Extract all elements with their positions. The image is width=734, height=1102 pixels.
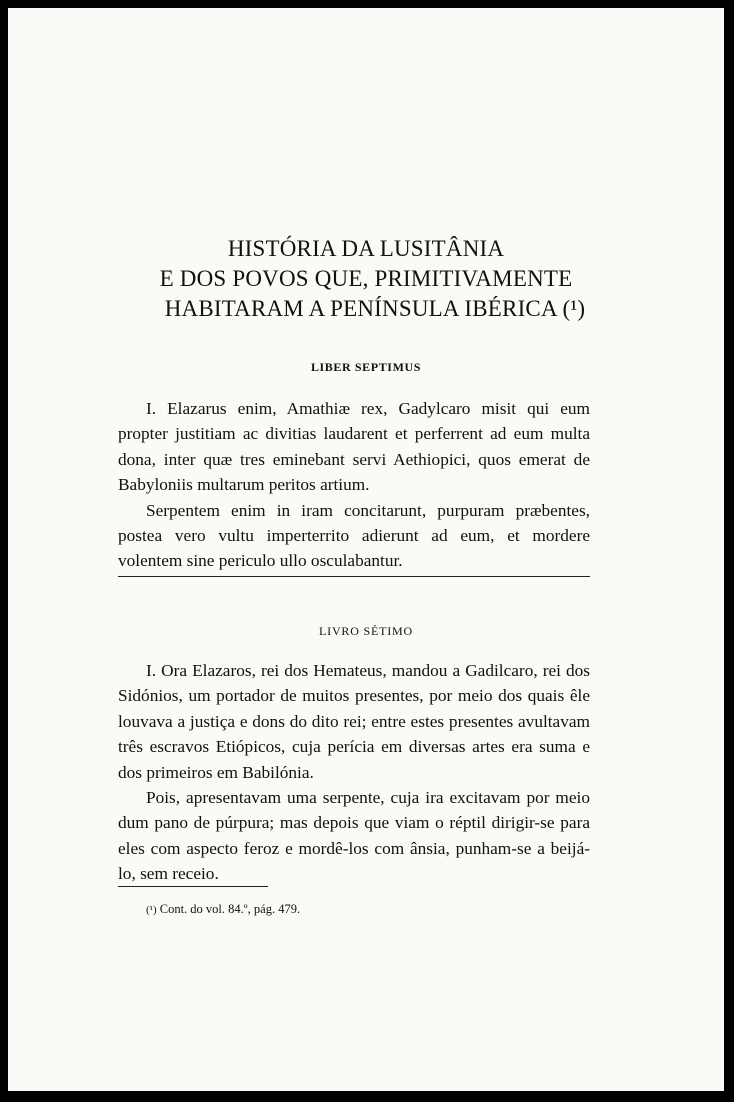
portuguese-paragraph-1: I. Ora Elazaros, rei dos Hemateus, mandou a Gadilcaro, rei dos Sidónios, um portador de muitos presentes, por meio dos quais êle louvava a justiça e dons do dito rei; entre estes presentes avultavam três escravos Etiópicos, cuja perícia em diversas artes era suma e dos primeiros em Babilónia.	[118, 661, 590, 782]
footnote-marker: (¹)	[146, 904, 157, 916]
latin-heading: LIBER SEPTIMUS	[310, 360, 422, 374]
latin-paragraph-2: Serpentem enim in iram concitarunt, purpuram præbentes, postea vero vultu imperterrito adierunt ad eum, et mordere volentem sine periculo ullo osculabantur.	[118, 500, 590, 571]
latin-text	[118, 396, 590, 574]
latin-paragraph-1: I. Elazarus enim, Amathiæ rex, Gadylcaro misit qui eum propter justitiam ac divitias laudarent et perferrent ad eum multa dona, inter quæ tres eminebant servi Aethiopici, quos emerat de Babyloniis multarum peritos artium.	[118, 399, 590, 495]
footnote-divider	[118, 886, 268, 887]
footnote	[146, 901, 300, 918]
title-line-1: HISTÓRIA DA LUSITÂNIA	[227, 236, 505, 261]
title-line-2: E DOS POVOS QUE, PRIMITIVAMENTE	[159, 266, 573, 291]
section-divider	[118, 576, 590, 577]
title-line-3: HABITARAM A PENÍNSULA IBÉRICA (¹)	[164, 296, 586, 321]
portuguese-paragraph-2: Pois, apresentavam uma serpente, cuja ira excitavam por meio dum pano de púrpura; mas depois que viam o réptil dirigir-se para eles com aspecto feroz e mordê-los com ânsia, punham-se a beijá-lo, sem receio.	[118, 788, 590, 884]
footnote-text: Cont. do vol. 84.º, pág. 479.	[159, 902, 301, 916]
page-title	[8, 234, 724, 324]
document-page	[8, 8, 724, 1091]
portuguese-text	[118, 658, 590, 887]
portuguese-heading: LIVRO SÉTIMO	[319, 624, 413, 638]
